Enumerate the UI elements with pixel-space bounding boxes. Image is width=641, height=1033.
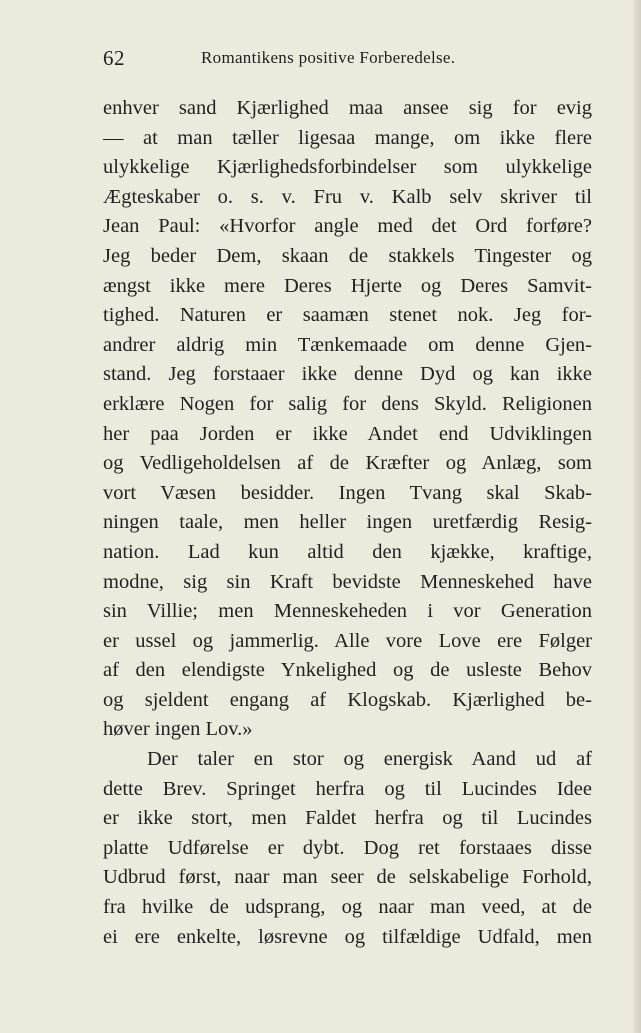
text-line: Jean Paul: «Hvorfor angle med det Ord forføre? [103,215,592,238]
paragraph [103,94,592,745]
text-line: platte Udførelse er dybt. Dog ret forstaaes disse [103,836,592,859]
text-line: og Vedligeholdelsen af de Kræfter og Anlæg, som [103,452,592,475]
text-line: Ægteskaber o. s. v. Fru v. Kalb selv skriver til [103,185,592,208]
text-line: enhver sand Kjærlighed maa ansee sig for evig [103,97,592,119]
text-line: ningen taale, men heller ingen uretfærdig Resig- [103,511,592,534]
text-line: — at man tæller ligesaa mange, om ikke flere [103,126,592,149]
text-line: ulykkelige Kjærlighedsforbindelser som ulykkelige [103,156,592,179]
text-line-last: høver ingen Lov.» [103,718,253,741]
text-line: er ikke stort, men Faldet herfra og til Lucindes [103,807,592,830]
text-line: fra hvilke de udsprang, og naar man veed, at de [103,896,592,919]
text-line: tighed. Naturen er saamæn stenet nok. Jeg for- [103,304,592,327]
text-line-indented: Der taler en stor og energisk Aand ud af [147,748,592,771]
text-line: og sjeldent engang af Klogskab. Kjærlighed be- [103,688,592,711]
text-line: Jeg beder Dem, skaan de stakkels Tingester og [103,244,592,267]
text-line: af den elendigste Ynkelighed og de usleste Behov [103,659,592,682]
text-line: vort Væsen besidder. Ingen Tvang skal Skab- [103,481,592,504]
text-line: ei ere enkelte, løsrevne og tilfældige Udfald, men [103,925,592,948]
running-title: Romantikens positive Forberedelse. [201,48,456,67]
text-line: stand. Jeg forstaaer ikke denne Dyd og kan ikke [103,363,592,386]
body-text [103,94,592,952]
text-line: Udbrud først, naar man seer de selskabelige Forhold, [103,866,592,889]
text-line: erklære Nogen for salig for dens Skyld. Religionen [103,392,592,415]
text-line: er ussel og jammerlig. Alle vore Love ere Følger [103,629,592,652]
text-line: ængst ikke mere Deres Hjerte og Deres Samvit- [103,274,592,297]
text-line: modne, sig sin Kraft bevidste Menneskehed have [103,570,592,593]
text-line: sin Villie; men Menneskeheden i vor Generation [103,600,592,623]
text-line: her paa Jorden er ikke Andet end Udviklingen [103,422,592,445]
page-number: 62 [103,46,125,70]
text-line: dette Brev. Springet herfra og til Lucindes Idee [103,777,592,800]
text-line: andrer aldrig min Tænkemaade om denne Gjen- [103,333,592,356]
page-edge [633,0,641,1033]
paragraph [103,745,592,952]
page-header [103,46,600,74]
text-line: nation. Lad kun altid den kjække, kraftige, [103,540,592,563]
